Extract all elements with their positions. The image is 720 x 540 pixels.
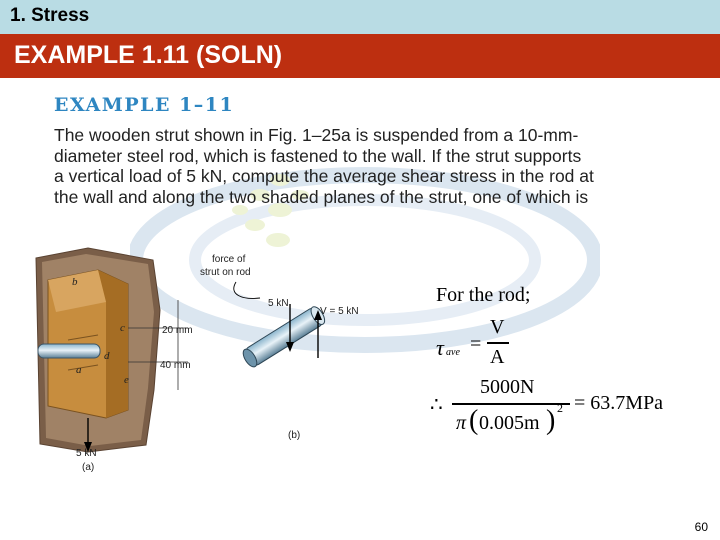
slide-title: EXAMPLE 1.11 (SOLN) bbox=[14, 41, 283, 69]
label-v-5kn: V = 5 kN bbox=[320, 306, 359, 317]
paren-close: ) bbox=[546, 405, 556, 436]
section-header-bar bbox=[0, 0, 720, 34]
equals-sign: = bbox=[470, 333, 482, 355]
solution-intro: For the rod; bbox=[436, 284, 531, 306]
caption-b: (b) bbox=[288, 430, 301, 441]
shear-force-symbol: V bbox=[490, 316, 505, 338]
label-strut-on-rod: strut on rod bbox=[200, 267, 251, 278]
label-20mm: 20 mm bbox=[162, 325, 193, 336]
label-40mm: 40 mm bbox=[160, 360, 191, 371]
problem-line: The wooden strut shown in Fig. 1–25a is suspended from a 10-mm- bbox=[54, 125, 579, 145]
exponent-2: 2 bbox=[557, 401, 563, 415]
label-e: e bbox=[124, 374, 129, 386]
problem-line: diameter steel rod, which is fastened to the wall. If the strut supports bbox=[54, 145, 582, 166]
page-number: 60 bbox=[694, 520, 708, 534]
problem-statement bbox=[54, 125, 664, 207]
steel-rod-free-body bbox=[240, 304, 327, 369]
area-symbol: A bbox=[490, 346, 505, 368]
problem-line: the wall and along the two shaded planes of the strut, one of which is bbox=[54, 186, 589, 207]
tau-subscript-ave: ave bbox=[446, 347, 460, 358]
result-value: = 63.7MPa bbox=[574, 392, 664, 414]
label-5kn-top: 5 kN bbox=[268, 298, 289, 309]
strut-figure bbox=[28, 240, 388, 480]
tau-symbol: τ bbox=[436, 335, 444, 360]
pi-symbol: π bbox=[456, 412, 467, 434]
section-title: 1. Stress bbox=[10, 5, 90, 26]
label-c: c bbox=[120, 322, 125, 334]
label-5kn-bottom: 5 kN bbox=[76, 448, 97, 459]
paren-open: ( bbox=[469, 405, 479, 436]
caption-a: (a) bbox=[82, 462, 95, 473]
steel-rod-in-wall bbox=[38, 344, 100, 358]
label-b: b bbox=[72, 276, 78, 288]
problem-line: a vertical load of 5 kN, compute the average shear stress in the rod at bbox=[54, 166, 594, 186]
denominator-value: 0.005m bbox=[479, 412, 540, 434]
slide-title-bar bbox=[0, 34, 720, 78]
example-heading: EXAMPLE 1–11 bbox=[54, 94, 235, 116]
therefore-symbol: ∴ bbox=[430, 394, 443, 416]
label-force-of: force of bbox=[212, 254, 246, 265]
numerator-value: 5000N bbox=[480, 376, 535, 398]
label-a: a bbox=[76, 364, 82, 376]
label-d: d bbox=[104, 350, 110, 362]
fraction-bar-v-over-a bbox=[487, 342, 509, 344]
